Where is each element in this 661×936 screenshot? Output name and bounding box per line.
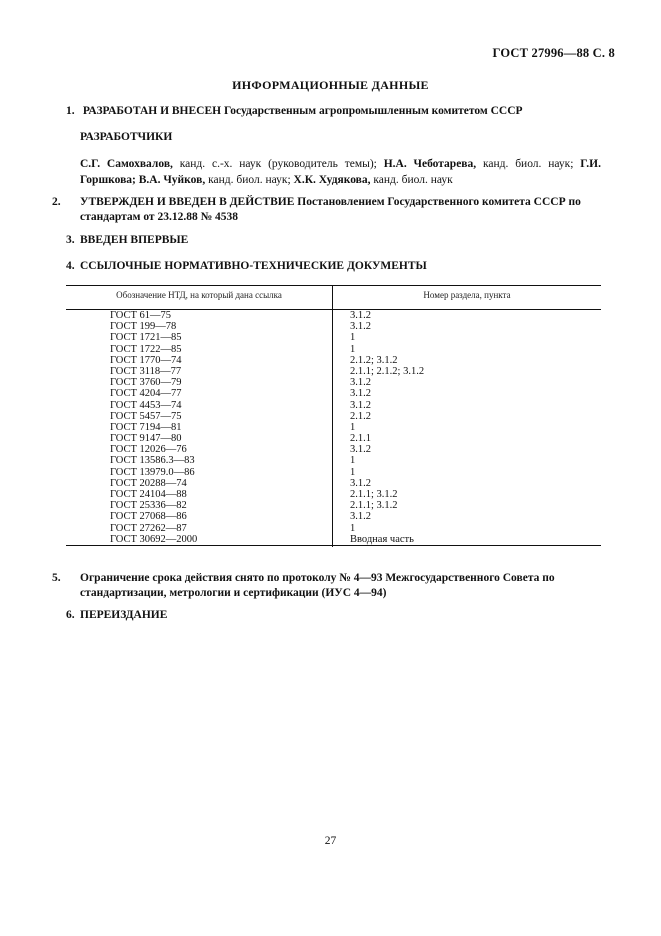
document-designation: ГОСТ 3118—77 [110, 365, 182, 377]
document-designation: ГОСТ 5457—75 [110, 410, 182, 422]
section-reference: 3.1.2 [350, 388, 371, 400]
document-designation: ГОСТ 1770—74 [110, 354, 182, 366]
developer-name: Г.И. Горшкова; В.А. Чуйков, [80, 158, 601, 186]
section-reference: 3.1.2 [350, 477, 371, 489]
section-reference: 2.1.2; 3.1.2 [350, 354, 398, 366]
table-bottom-rule [66, 545, 601, 546]
section-number: 5. [52, 572, 61, 584]
developer-degree: канд. биол. наук; [476, 158, 581, 170]
document-designation: ГОСТ 25336—82 [110, 500, 187, 512]
section-1 [66, 104, 601, 119]
table-row [0, 523, 661, 534]
developers-heading: РАЗРАБОТЧИКИ [80, 131, 173, 143]
section-reference: 1 [350, 455, 356, 467]
table-row [0, 478, 661, 489]
section-number: 4. [66, 260, 75, 272]
section-heading: ССЫЛОЧНЫЕ НОРМАТИВНО-ТЕХНИЧЕСКИЕ ДОКУМЕНТЫ [80, 260, 427, 272]
developer-name: Н.А. Чеботарева, [383, 158, 477, 170]
table-row [0, 467, 661, 478]
developer-name: С.Г. Самохвалов, [80, 158, 173, 170]
developer-name: Х.К. Худякова, [293, 174, 371, 186]
section-heading: ПЕРЕИЗДАНИЕ [80, 609, 168, 621]
document-designation: ГОСТ 24104—88 [110, 489, 187, 500]
section-text: Постановлением Государственного комитета СССР по стандартам от 23.12.88 № 4538 [80, 196, 581, 223]
section-reference: Вводная часть [350, 533, 414, 545]
section-reference: 1 [350, 421, 356, 433]
table-row [0, 422, 661, 433]
section-reference: 1 [350, 343, 356, 355]
developers-list [80, 156, 601, 188]
section-number: 6. [66, 609, 75, 621]
section-reference: 3.1.2 [350, 511, 371, 523]
document-designation: ГОСТ 20288—74 [110, 477, 187, 489]
document-designation: ГОСТ 27068—86 [110, 511, 187, 523]
section-reference: 3.1.2 [350, 321, 371, 333]
section-number: 1. [66, 105, 75, 117]
table-row [0, 377, 661, 388]
table-row [0, 332, 661, 343]
developer-degree: канд. биол. наук; [205, 174, 294, 186]
developer-degree: канд. биол. наук [370, 174, 453, 186]
section-reference: 2.1.1; 2.1.2; 3.1.2 [350, 365, 425, 377]
table-row [0, 310, 661, 321]
document-title: ИНФОРМАЦИОННЫЕ ДАННЫЕ [232, 78, 429, 92]
document-designation: ГОСТ 27262—87 [110, 522, 187, 534]
section-reference: 1 [350, 466, 356, 478]
section-heading: РАЗРАБОТАН И ВНЕСЕН [82, 105, 222, 117]
table-row [0, 489, 661, 500]
page-number: 27 [324, 835, 337, 847]
section-reference: 3.1.2 [350, 310, 371, 321]
section-reference: 3.1.2 [350, 377, 371, 389]
document-designation: ГОСТ 1722—85 [110, 343, 182, 355]
section-reference: 2.1.1 [350, 433, 371, 445]
table-row [0, 344, 661, 355]
document-designation: ГОСТ 4204—77 [110, 388, 182, 400]
document-designation: ГОСТ 1721—85 [110, 332, 182, 344]
section-reference: 1 [350, 522, 356, 534]
document-designation: ГОСТ 12026—76 [110, 444, 187, 456]
table-row [0, 455, 661, 466]
section-5 [52, 571, 601, 601]
section-4 [66, 259, 601, 274]
table-row [0, 433, 661, 444]
section-3 [66, 233, 601, 248]
page-header: ГОСТ 27996—88 С. 8 [492, 46, 615, 60]
section-reference: 3.1.2 [350, 399, 371, 411]
table-row [0, 321, 661, 332]
document-designation: ГОСТ 9147—80 [110, 433, 182, 445]
section-number: 3. [66, 234, 75, 246]
section-text: Государственным агропромышленным комитетом СССР [221, 105, 523, 117]
developer-degree: канд. с.-х. наук (руководитель темы); [172, 158, 384, 170]
section-reference: 2.1.2 [350, 410, 371, 422]
document-designation: ГОСТ 30692—2000 [110, 533, 198, 545]
section-heading: ВВЕДЕН ВПЕРВЫЕ [80, 234, 189, 246]
document-designation: ГОСТ 61—75 [110, 310, 172, 321]
table-header-section: Номер раздела, пункта [423, 290, 511, 300]
table-top-rule [66, 285, 601, 286]
table-row [0, 355, 661, 366]
table-row [0, 400, 661, 411]
table-row [0, 388, 661, 399]
section-reference: 2.1.1; 3.1.2 [350, 489, 398, 500]
table-row [0, 511, 661, 522]
table-row [0, 411, 661, 422]
section-reference: 1 [350, 332, 356, 344]
section-reference: 2.1.1; 3.1.2 [350, 500, 398, 512]
document-designation: ГОСТ 199—78 [110, 321, 177, 333]
section-text: Ограничение срока действия снято по протоколу № 4—93 Межгосударственного Совета по стандартизации, метрологии и сертификации (ИУС 4—94) [80, 572, 555, 599]
section-2 [52, 195, 601, 225]
table-row [0, 534, 661, 545]
section-number: 2. [52, 196, 61, 208]
table-row [0, 444, 661, 455]
document-designation: ГОСТ 3760—79 [110, 377, 182, 389]
table-row [0, 500, 661, 511]
section-6 [66, 608, 601, 623]
document-designation: ГОСТ 13979.0—86 [110, 466, 195, 478]
document-designation: ГОСТ 4453—74 [110, 399, 182, 411]
section-reference: 3.1.2 [350, 444, 371, 456]
table-body [0, 310, 661, 545]
document-designation: ГОСТ 7194—81 [110, 421, 182, 433]
section-heading: УТВЕРЖДЕН И ВВЕДЕН В ДЕЙСТВИЕ [80, 196, 295, 208]
table-header-document: Обозначение НТД, на который дана ссылка [116, 290, 282, 300]
document-designation: ГОСТ 13586.3—83 [110, 455, 195, 467]
table-row [0, 366, 661, 377]
